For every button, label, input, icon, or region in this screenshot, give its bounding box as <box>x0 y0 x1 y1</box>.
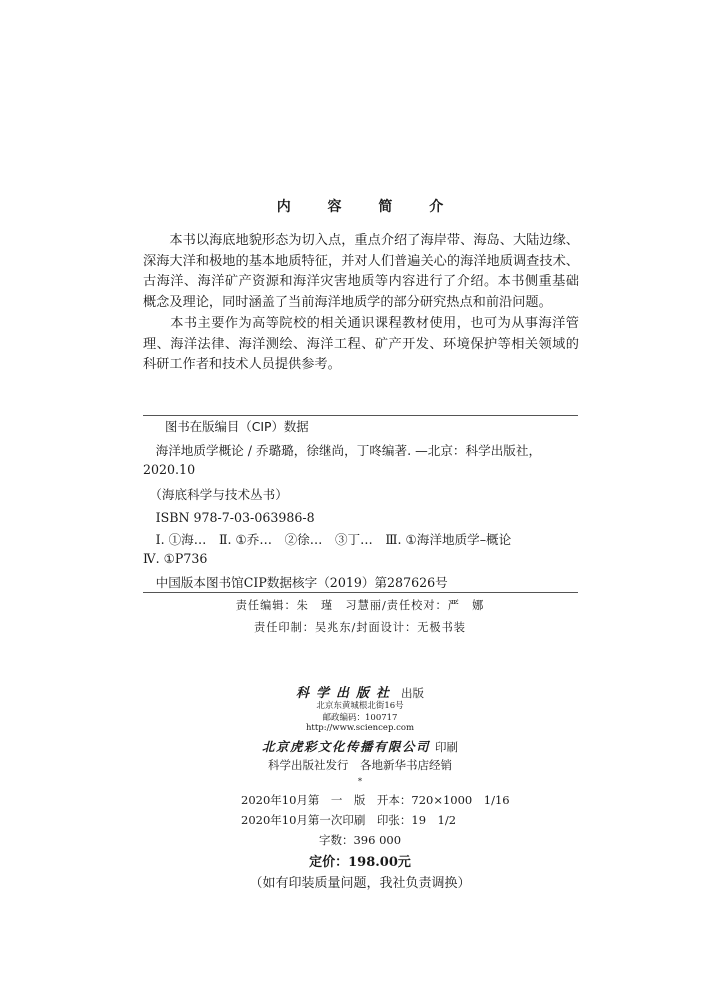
edition-line: 2020年10月第 一 版 开本：720×1000 1/16 <box>241 793 510 807</box>
cip-header: 图书在版编目（CIP）数据 <box>165 419 309 434</box>
word-count: 字数：396 000 <box>318 833 402 847</box>
cip-top-rule <box>143 415 578 416</box>
printer-line <box>0 736 720 755</box>
text-line: 科研工作者和技术人员提供参考。 <box>143 357 341 372</box>
cip-bottom-rule <box>143 592 578 593</box>
printing-line: 2020年10月第一次印刷 印张：19 1/2 <box>241 813 457 827</box>
text-line: 深海大洋和极地的基本地质特征，并对人们普遍关心的海洋地质调查技术、 <box>143 253 579 269</box>
quality-notice: （如有印装质量问题，我社负责调换） <box>249 876 471 891</box>
publisher-address: 北京东黄城根北街16号 <box>316 701 404 711</box>
text-line: 本书以海底地貌形态为切入点，重点介绍了海岸带、海岛、大陆边缘、 <box>143 233 579 248</box>
summary-title: 内 容 简 介 <box>276 199 460 215</box>
cip-line: 中国版本图书馆CIP数据核字（2019）第287626号 <box>143 575 448 590</box>
distribution-line: 科学出版社发行 各地新华书店经销 <box>268 758 452 772</box>
printer-name: 北京虎彩文化传播有限公司 <box>261 739 430 754</box>
text-line: 概念及理论，同时涵盖了当前海洋地质学的部分研究热点和前沿问题。 <box>143 294 552 310</box>
cip-line: Ⅳ. ①P736 <box>143 551 208 566</box>
cip-line: ISBN 978-7-03-063986-8 <box>143 510 315 525</box>
publisher-url: http://www.sciencep.com <box>305 723 415 733</box>
text-line: 古海洋、海洋矿产资源和海洋灾害地质等内容进行了介绍。本书侧重基础 <box>143 274 579 289</box>
cip-line: 2020.10 <box>143 462 196 477</box>
cip-line: Ⅰ. ①海… Ⅱ. ①乔… ②徐… ③丁… Ⅲ. ①海洋地质学–概论 <box>143 532 512 547</box>
text-line: 理、海洋法律、海洋测绘、海洋工程、矿产开发、环境保护等相关领域的 <box>143 336 579 352</box>
cip-line: （海底科学与技术丛书） <box>143 487 288 502</box>
text-line: 本书主要作为高等院校的相关通识课程教材使用，也可为从事海洋管 <box>143 316 579 331</box>
cip-line: 海洋地质学概论 / 乔璐璐，徐继尚，丁咚编著. —北京：科学出版社， <box>143 443 542 458</box>
publisher-suffix: 出版 <box>401 686 425 700</box>
summary-paragraph-1 <box>143 231 579 313</box>
publisher-postcode: 邮政编码：100717 <box>322 713 398 723</box>
credits-production: 责任印制：吴兆东/封面设计：无极书装 <box>254 621 466 634</box>
publisher-name: 科学出版社 <box>295 686 396 701</box>
separator-asterisk: * <box>357 777 363 787</box>
summary-paragraph-2 <box>143 314 579 376</box>
credits-editors: 责任编辑：朱 瑾 习慧丽/责任校对：严 娜 <box>235 599 485 612</box>
price: 定价：198.00元 <box>309 855 411 870</box>
printer-suffix: 印刷 <box>435 740 459 754</box>
